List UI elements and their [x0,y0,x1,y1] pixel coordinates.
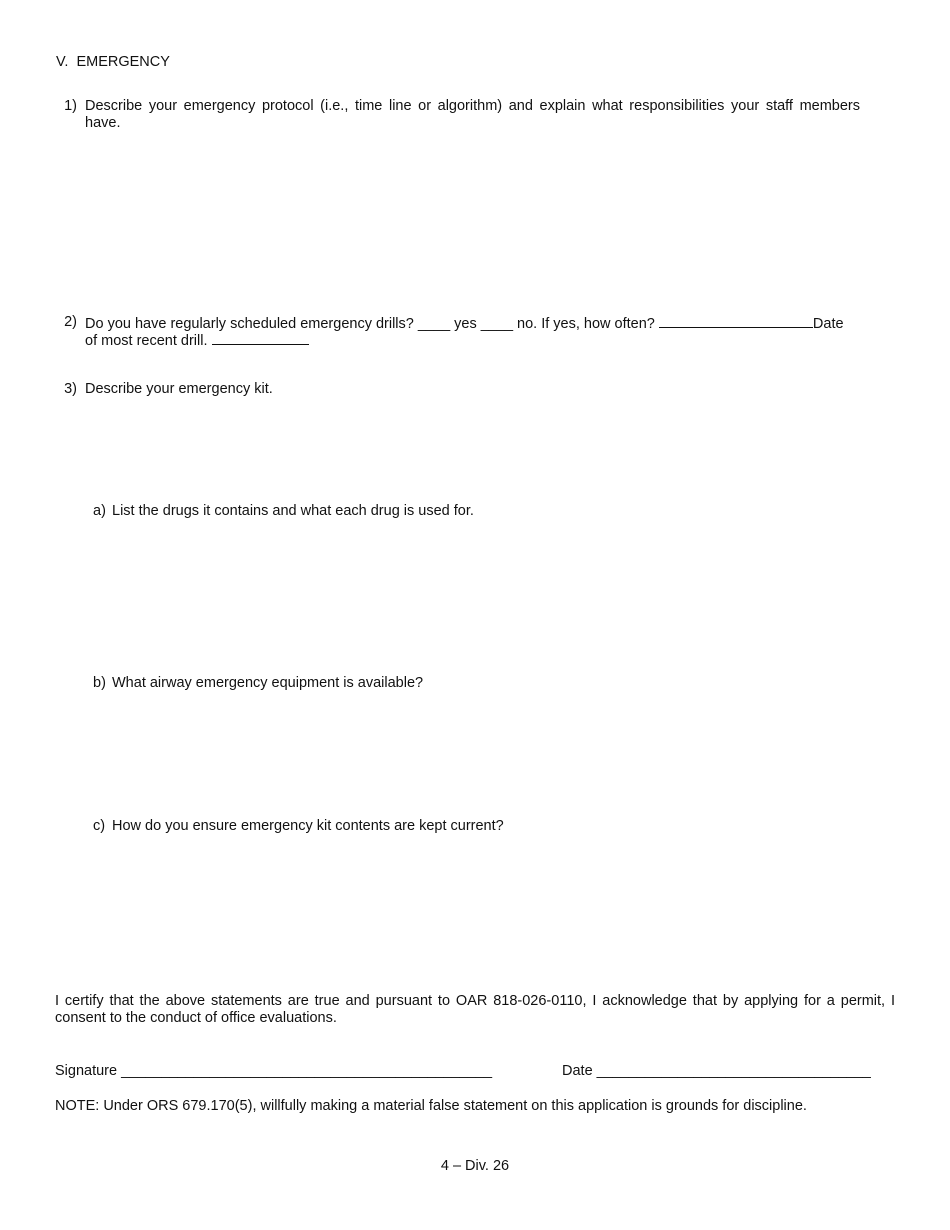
section-title: EMERGENCY [76,54,170,70]
section-number: V. [56,54,69,70]
question-2-number: 2) [64,314,77,330]
question-2-text: Do you have regularly scheduled emergency drills? ____ yes ____ no. If yes, how often? [85,316,655,332]
question-1-number: 1) [64,98,77,114]
subitem-b-text: What airway emergency equipment is available? [112,675,424,691]
subitem-b-letter: b) [93,675,106,691]
question-1-text: Describe your emergency protocol (i.e., time line or algorithm) and explain what responsibilities your staff members have. [85,98,860,131]
certification-statement: I certify that the above statements are true and pursuant to OAR 818-026-0110, I acknowledge that by applying for a permit, I consent to the conduct of office evaluations. [55,993,895,1026]
discipline-note: NOTE: Under ORS 679.170(5), willfully making a material false statement on this application is grounds for discipline. [55,1098,807,1114]
subitem-c-letter: c) [93,818,106,834]
question-2-line-2 [85,331,309,350]
question-3-number: 3) [64,381,77,397]
date-field[interactable]: Date __________________________________ [562,1063,871,1079]
signature-field[interactable]: Signature ______________________________________________ [55,1063,493,1079]
subitem-c-text: How do you ensure emergency kit contents are kept current? [112,818,504,834]
question-3-text: Describe your emergency kit. [85,381,273,397]
subitem-a-letter: a) [93,503,106,519]
page-number: 4 – Div. 26 [440,1158,510,1174]
section-heading [56,54,170,71]
question-2-date-label: Date [812,316,844,332]
question-2-recent-drill-label: of most recent drill. [85,333,208,349]
recent-drill-date-blank[interactable] [212,331,309,345]
drill-frequency-blank[interactable] [659,314,813,328]
subitem-a-text: List the drugs it contains and what each drug is used for. [112,503,474,519]
